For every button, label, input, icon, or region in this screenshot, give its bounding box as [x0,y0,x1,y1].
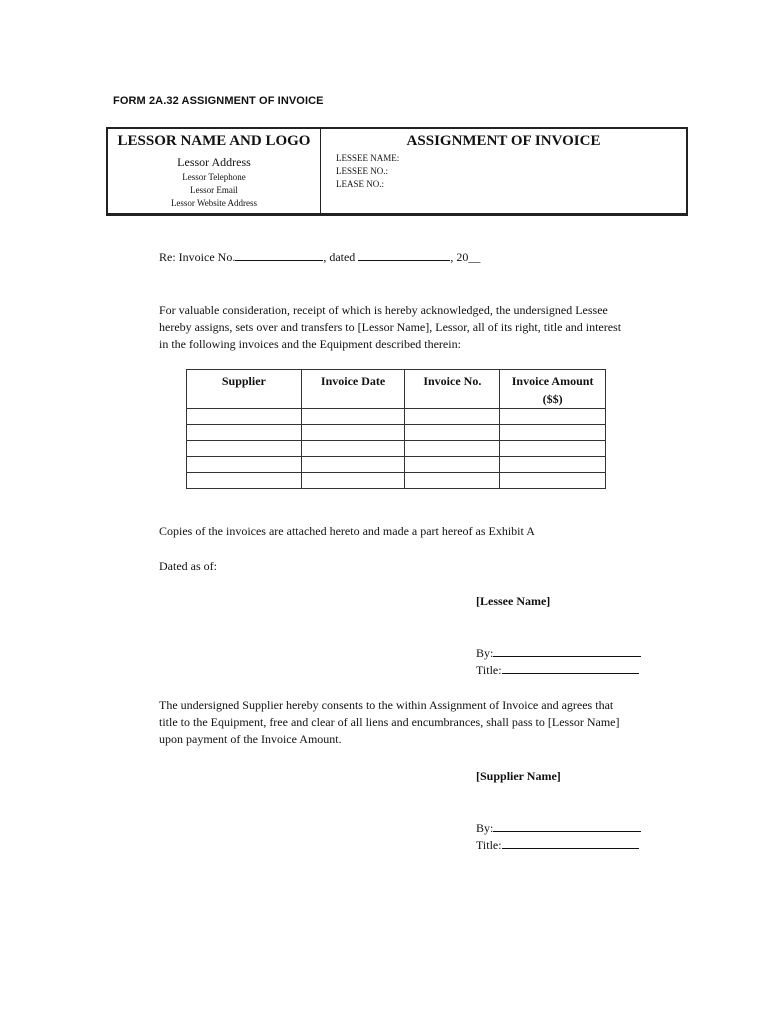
intro-line-2: hereby assigns, sets over and transfers to [Lessor Name], Lessor, all of its right, title and interest [159,320,622,334]
table-header-row [187,370,606,409]
supplier-line-1: The undersigned Supplier hereby consents to the within Assignment of Invoice and agrees that [159,698,614,712]
lessor-name-logo: LESSOR NAME AND LOGO [117,133,311,149]
supplier-by-blank[interactable] [493,820,641,832]
supplier-by-label: By: [476,821,494,835]
lessee-no-label: LESSEE NO.: [336,166,389,176]
table-row [187,441,606,457]
supplier-title-blank[interactable] [502,837,639,849]
table-row [187,457,606,473]
table-cell[interactable] [405,457,500,473]
table-cell[interactable] [405,473,500,489]
table-row [187,473,606,489]
table-cell[interactable] [500,425,606,441]
dated-label: , dated [323,250,356,264]
supplier-name-signature: [Supplier Name] [476,769,561,783]
table-cell[interactable] [405,425,500,441]
table-cell[interactable] [187,457,302,473]
table-cell[interactable] [301,473,405,489]
col-header-invoice-date: Invoice Date [301,370,405,409]
table-cell[interactable] [187,473,302,489]
lessor-telephone: Lessor Telephone [182,172,246,182]
lease-no-label: LEASE NO.: [336,179,384,189]
table-row [187,409,606,425]
table-cell[interactable] [405,409,500,425]
table-cell[interactable] [301,425,405,441]
col-header-invoice-no: Invoice No. [405,370,500,409]
year-prefix: , 20 [450,250,469,264]
col-header-supplier: Supplier [187,370,302,409]
lessor-email: Lessor Email [190,185,238,195]
year-blank[interactable]: __ [468,250,481,264]
lessee-title-label: Title: [476,663,502,677]
table-cell[interactable] [187,441,302,457]
lessee-by-label: By: [476,646,494,660]
supplier-line-3: upon payment of the Invoice Amount. [159,732,342,746]
intro-paragraph [159,302,621,353]
table-cell[interactable] [301,441,405,457]
invoice-table [186,369,606,489]
lessee-by-line [476,645,641,662]
col-header-invoice-amount [500,370,606,409]
table-cell[interactable] [187,425,302,441]
table-row [187,425,606,441]
table-cell[interactable] [500,441,606,457]
table-cell[interactable] [301,457,405,473]
supplier-title-line [476,837,639,854]
table-cell[interactable] [500,457,606,473]
table-cell[interactable] [405,441,500,457]
lessee-name-signature: [Lessee Name] [476,594,551,608]
lessee-by-blank[interactable] [493,645,641,657]
invoice-amount-unit: ($$) [542,392,563,406]
supplier-title-label: Title: [476,838,502,852]
invoice-no-blank[interactable] [235,249,323,261]
supplier-paragraph [159,697,620,748]
invoice-amount-label: Invoice Amount [511,374,594,388]
lessee-title-line [476,662,639,679]
supplier-line-2: title to the Equipment, free and clear of all liens and encumbrances, shall pass to [Lessor Name] [159,715,620,729]
dated-as-of-label: Dated as of: [159,559,217,573]
lessee-name-label: LESSEE NAME: [336,153,400,163]
intro-line-3: in the following invoices and the Equipment described therein: [159,337,461,351]
re-invoice-line [159,249,480,266]
table-cell[interactable] [301,409,405,425]
intro-line-1: For valuable consideration, receipt of which is hereby acknowledged, the undersigned Lessee [159,303,608,317]
copies-statement: Copies of the invoices are attached hereto and made a part hereof as Exhibit A [159,524,535,538]
header-box [106,127,688,216]
assignment-title: ASSIGNMENT OF INVOICE [406,133,601,149]
lessor-website: Lessor Website Address [170,198,258,208]
supplier-by-line [476,820,641,837]
re-invoice-label: Re: Invoice No. [159,250,236,264]
form-title: FORM 2A.32 ASSIGNMENT OF INVOICE [113,95,324,107]
table-cell[interactable] [500,473,606,489]
table-cell[interactable] [187,409,302,425]
table-cell[interactable] [500,409,606,425]
lessor-address: Lessor Address [177,155,251,169]
lessee-title-blank[interactable] [502,662,639,674]
date-blank[interactable] [358,249,450,261]
